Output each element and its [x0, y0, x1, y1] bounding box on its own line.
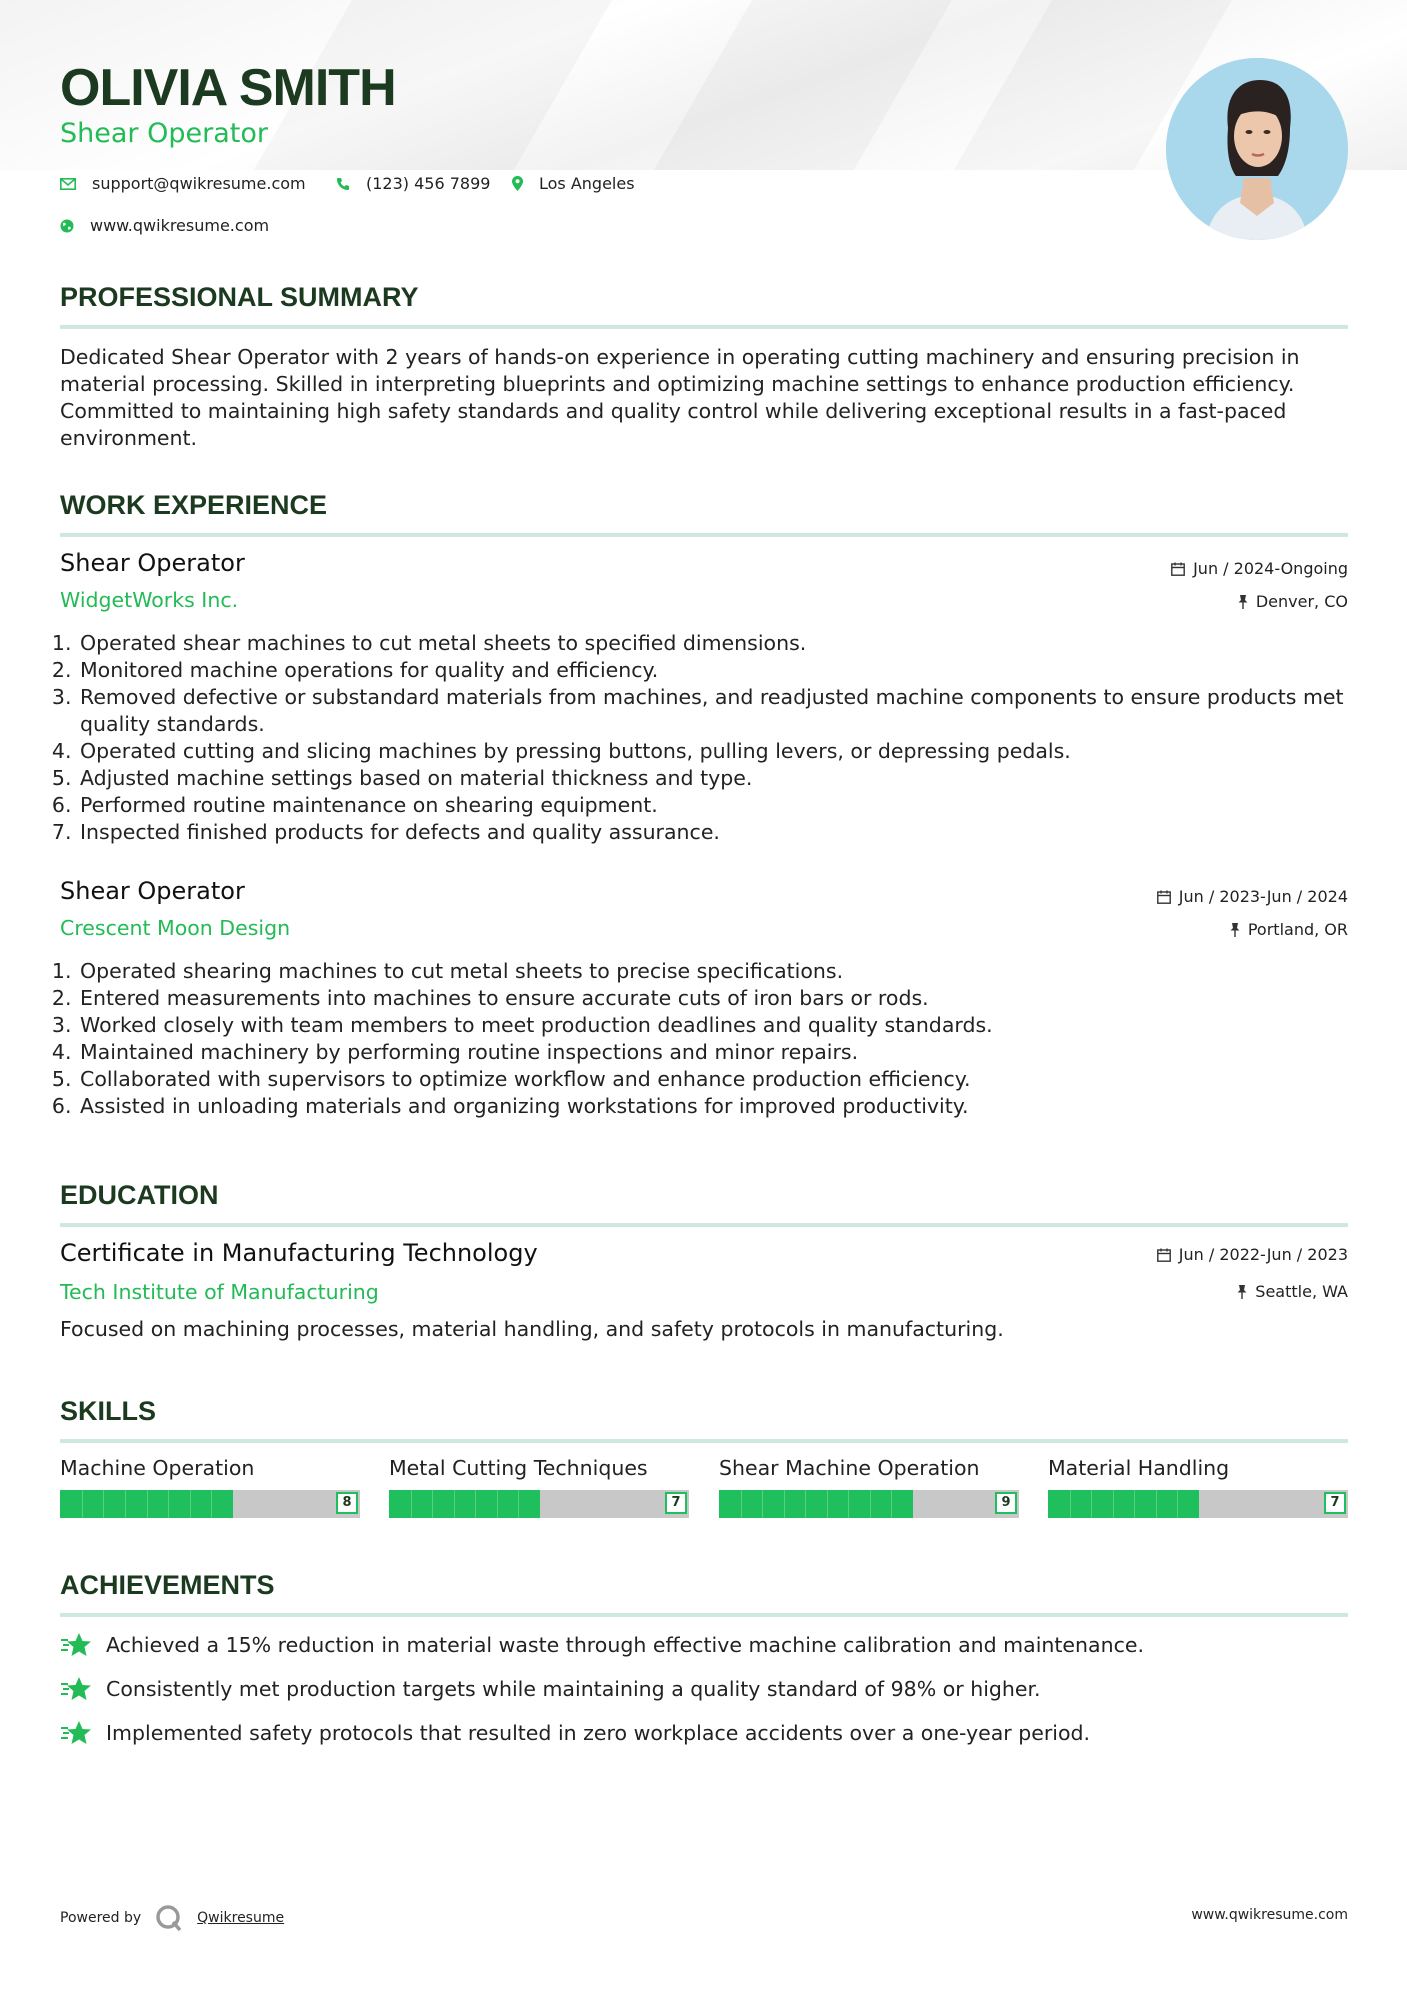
skill-bar-segment — [411, 1490, 412, 1518]
star-icon — [60, 1632, 92, 1658]
education-degree: Certificate in Manufacturing Technology — [60, 1239, 538, 1267]
map-pin-icon — [512, 176, 523, 191]
skill-bar-segment — [125, 1490, 126, 1518]
achievement-item: Achieved a 15% reduction in material waste through effective machine calibration and maintenance. — [60, 1632, 1144, 1658]
education-location: Seattle, WA — [1237, 1282, 1348, 1301]
skill-rating: 7 — [665, 1492, 687, 1514]
skill-bar-segment — [1134, 1490, 1135, 1518]
footer-url[interactable]: www.qwikresume.com — [1191, 1907, 1348, 1923]
contact-location — [512, 174, 635, 193]
list-item: 1. Operated shear machines to cut metal sheets to specified dimensions. — [78, 630, 1366, 657]
skill-bar-segment — [454, 1490, 455, 1518]
skill-bar-segment — [805, 1490, 806, 1518]
experience-heading: WORK EXPERIENCE — [60, 490, 1348, 537]
skill-bar-segment — [432, 1490, 433, 1518]
skill-item — [60, 1456, 360, 1510]
skill-bar — [1048, 1490, 1348, 1518]
list-item: 2. Monitored machine operations for quality and efficiency. — [78, 657, 1366, 684]
skill-bar-segment — [211, 1490, 212, 1518]
education-heading: EDUCATION — [60, 1180, 1348, 1227]
skill-bar-segment — [497, 1490, 498, 1518]
education-dates: Jun / 2022-Jun / 2023 — [1157, 1245, 1348, 1264]
job-2-location: Portland, OR — [1230, 920, 1348, 939]
skill-name: Material Handling — [1048, 1456, 1230, 1480]
education-school: Tech Institute of Manufacturing — [60, 1280, 379, 1304]
job-1-title: Shear Operator — [60, 549, 245, 577]
skill-bar-fill — [1048, 1490, 1199, 1518]
skill-bar-segment — [190, 1490, 191, 1518]
location-text: Los Angeles — [539, 174, 635, 193]
job-2-title: Shear Operator — [60, 877, 245, 905]
list-item: 1. Operated shearing machines to cut metal sheets to precise specifications. — [78, 958, 1366, 985]
skill-bar-segment — [475, 1490, 476, 1518]
job-2-dates: Jun / 2023-Jun / 2024 — [1157, 887, 1348, 906]
star-icon — [60, 1720, 92, 1746]
skill-bar-segment — [827, 1490, 828, 1518]
skill-item — [389, 1456, 689, 1510]
list-item: 4. Operated cutting and slicing machines by pressing buttons, pulling levers, or depressing pedals. — [78, 738, 1366, 765]
skill-bar-segment — [762, 1490, 763, 1518]
skill-bar-segment — [1156, 1490, 1157, 1518]
phone-icon — [336, 177, 350, 191]
job-1-company: WidgetWorks Inc. — [60, 588, 239, 612]
job-title-header: Shear Operator — [60, 118, 268, 149]
skill-bar-segment — [1177, 1490, 1178, 1518]
skill-name: Machine Operation — [60, 1456, 255, 1480]
skill-name: Shear Machine Operation — [719, 1456, 980, 1480]
skill-rating: 8 — [336, 1492, 358, 1514]
skill-bar-fill — [719, 1490, 913, 1518]
job-2-company: Crescent Moon Design — [60, 916, 291, 940]
skill-bar-segment — [1113, 1490, 1114, 1518]
skill-bar — [389, 1490, 689, 1518]
skill-rating: 7 — [1324, 1492, 1346, 1514]
skill-bar-segment — [103, 1490, 104, 1518]
list-item: 5. Collaborated with supervisors to optimize workflow and enhance production efficiency. — [78, 1066, 1366, 1093]
achievements-heading: ACHIEVEMENTS — [60, 1570, 1348, 1617]
pushpin-icon — [1230, 923, 1240, 937]
profile-photo — [1166, 58, 1348, 240]
skill-bar-segment — [784, 1490, 785, 1518]
job-1-duties — [60, 630, 1366, 846]
qwikresume-logo-icon — [155, 1904, 183, 1932]
skill-bar — [719, 1490, 1019, 1518]
skills-heading: SKILLS — [60, 1396, 1348, 1443]
star-icon — [60, 1676, 92, 1702]
qwikresume-link[interactable]: Qwikresume — [197, 1910, 285, 1926]
skill-bar-fill — [60, 1490, 233, 1518]
website-text: www.qwikresume.com — [90, 216, 270, 235]
job-2-duties — [60, 958, 1366, 1120]
list-item: 5. Adjusted machine settings based on material thickness and type. — [78, 765, 1366, 792]
pushpin-icon — [1237, 1285, 1247, 1299]
globe-icon — [60, 219, 74, 233]
envelope-icon — [60, 178, 76, 190]
skill-bar-segment — [147, 1490, 148, 1518]
achievement-item: Consistently met production targets while maintaining a quality standard of 98% or higher. — [60, 1676, 1041, 1702]
footer-powered-by: Powered by Qwikresume — [60, 1904, 284, 1932]
skill-name: Metal Cutting Techniques — [389, 1456, 648, 1480]
list-item: 3. Removed defective or substandard materials from machines, and readjusted machine components to ensure products met quality standards. — [78, 684, 1366, 738]
education-description: Focused on machining processes, material handling, and safety protocols in manufacturing. — [60, 1317, 1004, 1341]
skill-bar-segment — [848, 1490, 849, 1518]
skill-bar — [60, 1490, 360, 1518]
list-item: 2. Entered measurements into machines to ensure accurate cuts of iron bars or rods. — [78, 985, 1366, 1012]
skill-bar-segment — [1091, 1490, 1092, 1518]
pushpin-icon — [1238, 595, 1248, 609]
list-item: 4. Maintained machinery by performing routine inspections and minor repairs. — [78, 1039, 1366, 1066]
contact-phone[interactable] — [336, 174, 490, 193]
contact-website[interactable] — [60, 216, 269, 235]
summary-text: Dedicated Shear Operator with 2 years of hands-on experience in operating cutting machinery and ensuring precision in material processing. Skilled in interpreting blueprints and optimizing machine settings to enhance production efficiency. Committed to maintaining high safety standards and quality control while delivering exceptional results in a fast-paced environment. — [60, 345, 1300, 450]
calendar-icon — [1157, 1248, 1171, 1262]
email-text: support@qwikresume.com — [92, 174, 306, 193]
list-item: 3. Worked closely with team members to meet production deadlines and quality standards. — [78, 1012, 1366, 1039]
skill-bar-segment — [168, 1490, 169, 1518]
skill-bar-segment — [870, 1490, 871, 1518]
skill-bar-segment — [1070, 1490, 1071, 1518]
achievement-item: Implemented safety protocols that resulted in zero workplace accidents over a one-year period. — [60, 1720, 1090, 1746]
list-item: 6. Performed routine maintenance on shearing equipment. — [78, 792, 1366, 819]
phone-text: (123) 456 7899 — [366, 174, 491, 193]
summary-heading: PROFESSIONAL SUMMARY — [60, 282, 1348, 329]
list-item: 7. Inspected finished products for defects and quality assurance. — [78, 819, 1366, 846]
list-item: 6. Assisted in unloading materials and organizing workstations for improved productivity. — [78, 1093, 1366, 1120]
skill-bar-segment — [891, 1490, 892, 1518]
skill-bar-segment — [741, 1490, 742, 1518]
calendar-icon — [1171, 562, 1185, 576]
skill-bar-segment — [82, 1490, 83, 1518]
job-1-dates: Jun / 2024-Ongoing — [1171, 559, 1348, 578]
calendar-icon — [1157, 890, 1171, 904]
skill-rating: 9 — [995, 1492, 1017, 1514]
skill-bar-segment — [518, 1490, 519, 1518]
skill-item — [719, 1456, 1019, 1510]
skill-bar-fill — [389, 1490, 540, 1518]
contact-email[interactable] — [60, 174, 306, 193]
skill-item — [1048, 1456, 1348, 1510]
job-1-location: Denver, CO — [1238, 592, 1348, 611]
candidate-name: OLIVIA SMITH — [60, 59, 396, 117]
